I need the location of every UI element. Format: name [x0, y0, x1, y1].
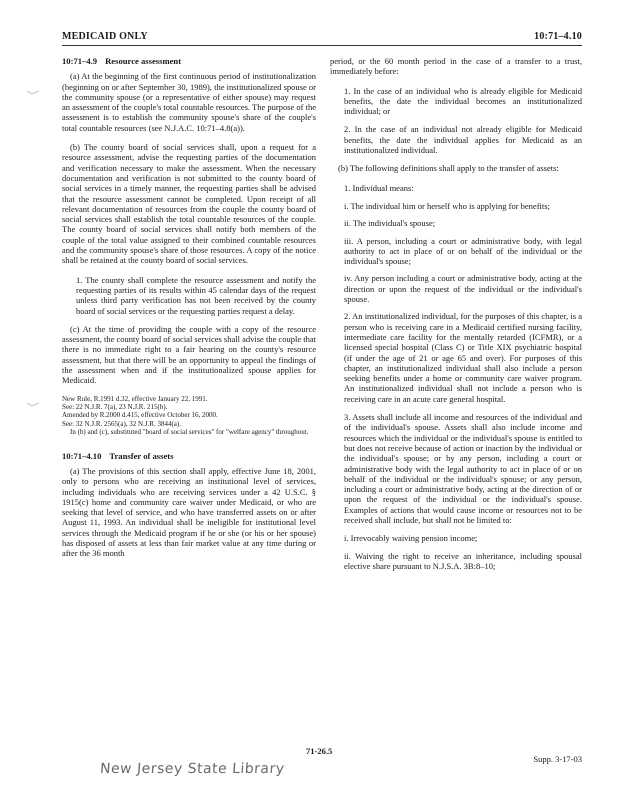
paragraph-b-1-iii: iii. A person, including a court or administrative body, with legal authority to act in place of or on behalf of the individual or the individual's spouse;: [344, 235, 582, 267]
section-number: 10:71–4.10: [62, 450, 102, 461]
paragraph-b-1: 1. The county shall complete the resource assessment and notify the requesting parties of its results within 45 calendar days of the request unless third party verification has not been received by the county board of social services or the requesting parties request a delay.: [76, 274, 316, 316]
paragraph-b-3: 3. Assets shall include all income and resources of the individual and of the individual's spouse. Assets shall also include income and resources which the individual or the individual's spouse is entitled to but does not receive because of action or inaction by the individual or the individual's spouse; or by any person, including a court or administrative body with the legal authority to act in place of or on behalf of the individual or the individual's spouse; or any person, including a court or administrative body, acting at the direction of or upon the request of the individual or the individual's spouse. Examples of actions that would cause income or resources not to be received shall include, but shall not be limited to:: [344, 412, 582, 525]
paragraph-b-1: 1. Individual means:: [344, 182, 414, 193]
paragraph-b-1-iv: iv. Any person including a court or administrative body, acting at the direction or upon the request of the individual or the individual's spouse.: [344, 273, 582, 305]
running-header-right: 10:71–4.10: [534, 31, 582, 42]
paragraph-c: (c) At the time of providing the couple with a copy of the resource assessment, the county board of social services shall advise the couple that there is no immediate right to a fair hearing on the county's resource assessment, but that there will be an opportunity to appeal the findings of the assessment when and if the institutionalized spouse applies for Medicaid.: [62, 323, 316, 386]
library-stamp: New Jersey State Library: [99, 761, 286, 777]
history-line: Amended by R.2000 d.415, effective October 16, 2000.: [62, 411, 218, 420]
paragraph-b: (b) The county board of social services shall, upon a request for a resource assessment, advise the requesting parties of the documentation and verification necessary to make the assessment. When the necessary documentation and verification is not submitted to the county board of social services in a timely manner, the requesting parties shall be advised that the resource assessment cannot be completed. Upon receipt of all relevant documentation of resources from the couple the county board of social services shall establish the total countable resources of the couple. The county board of social services shall notify both members of the couple of the total value assigned to their combined countable resources and the community spouse's share of those resources. A copy of the notice shall be retained at the county board of social services.: [62, 142, 316, 266]
history-note: [62, 395, 316, 437]
margin-mark: [26, 402, 40, 406]
right-column: [330, 56, 582, 578]
margin-mark: [26, 90, 40, 94]
paragraph-a-1: 1. In the case of an individual who is already eligible for Medicaid benefits, the date the individual becomes an institutionalized individual; or: [344, 85, 582, 117]
section-heading-4-9: [62, 56, 316, 66]
section-number: 10:71–4.9: [62, 56, 98, 66]
running-header-left: MEDICAID ONLY: [62, 31, 148, 42]
history-line: See: 22 N.J.R. 7(a), 23 N.J.R. 215(b).: [62, 403, 168, 412]
section-heading-4-10: [62, 451, 316, 461]
supplement-date: Supp. 3-17-03: [533, 754, 582, 764]
history-line: In (b) and (c), substituted "board of social services" for "welfare agency" throughout.: [70, 428, 309, 437]
paragraph-continuation: period, or the 60 month period in the case of a transfer to a trust, immediately before:: [330, 56, 582, 77]
paragraph-b-3-ii: ii. Waiving the right to receive an inheritance, including spousal elective share pursuant to N.J.S.A. 3B:8–10;: [344, 550, 582, 571]
paragraph-b-1-ii: ii. The individual's spouse;: [344, 218, 436, 229]
paragraph-a: (a) At the beginning of the first continuous period of institutionalization (beginning on or after September 30, 1989), the institutionalized spouse or the community spouse (or a representative of either spouse) may request an assessment of the couple's total countable resources. The purpose of the assessment is to establish the community spouse's share of the couple's total countable resources (see N.J.A.C. 10:71–4.8(a)).: [62, 71, 316, 133]
section-title: Transfer of assets: [109, 450, 174, 461]
paragraph-b-1-i: i. The individual him or herself who is applying for benefits;: [344, 200, 550, 211]
page-number: 71-26.5: [306, 746, 333, 756]
paragraph-a: (a) The provisions of this section shall apply, effective June 18, 2001, only to persons who are receiving an institutional level of services, including individuals who are receiving services under a 42 U.S.C. § 1915(c) home and community care waiver under Medicaid, or who are seeking that level of service, and who have transferred assets on or after August 11, 1993. An individual shall be ineligible for institutional level services through the Medicaid program if he or she (or his or her spouse) has disposed of assets at less than fair market value at any time during or after the 36 month: [62, 465, 316, 559]
paragraph-a-2: 2. In the case of an individual not already eligible for Medicaid benefits, the date the individual applies for Medicaid as an institutionalized individual.: [344, 124, 582, 156]
section-title: Resource assessment: [105, 56, 182, 66]
history-line: New Rule, R.1991 d.32, effective January 22, 1991.: [62, 394, 208, 403]
paragraph-b-3-i: i. Irrevocably waiving pension income;: [344, 533, 478, 544]
header-rule: [62, 45, 582, 46]
history-line: See: 32 N.J.R. 2565(a), 32 N.J.R. 3844(a).: [62, 419, 181, 428]
left-column: [62, 56, 316, 568]
paragraph-b: (b) The following definitions shall apply to the transfer of assets:: [338, 163, 559, 174]
paragraph-b-2: 2. An institutionalized individual, for the purposes of this chapter, is a person who is receiving care in a Medicaid certified nursing facility, intermediate care facility for the mentally retarded (ICFMR), or a licensed special hospital (Class C) or Title XIX psychiatric hospital (if under the age of 21 or age 65 and over). For purposes of this chapter, an institutionalized individual shall also include a person seeking benefits under a home or community care waiver program. An institutionalized individual shall not include a person who is receiving care in an acute care general hospital.: [344, 311, 582, 404]
